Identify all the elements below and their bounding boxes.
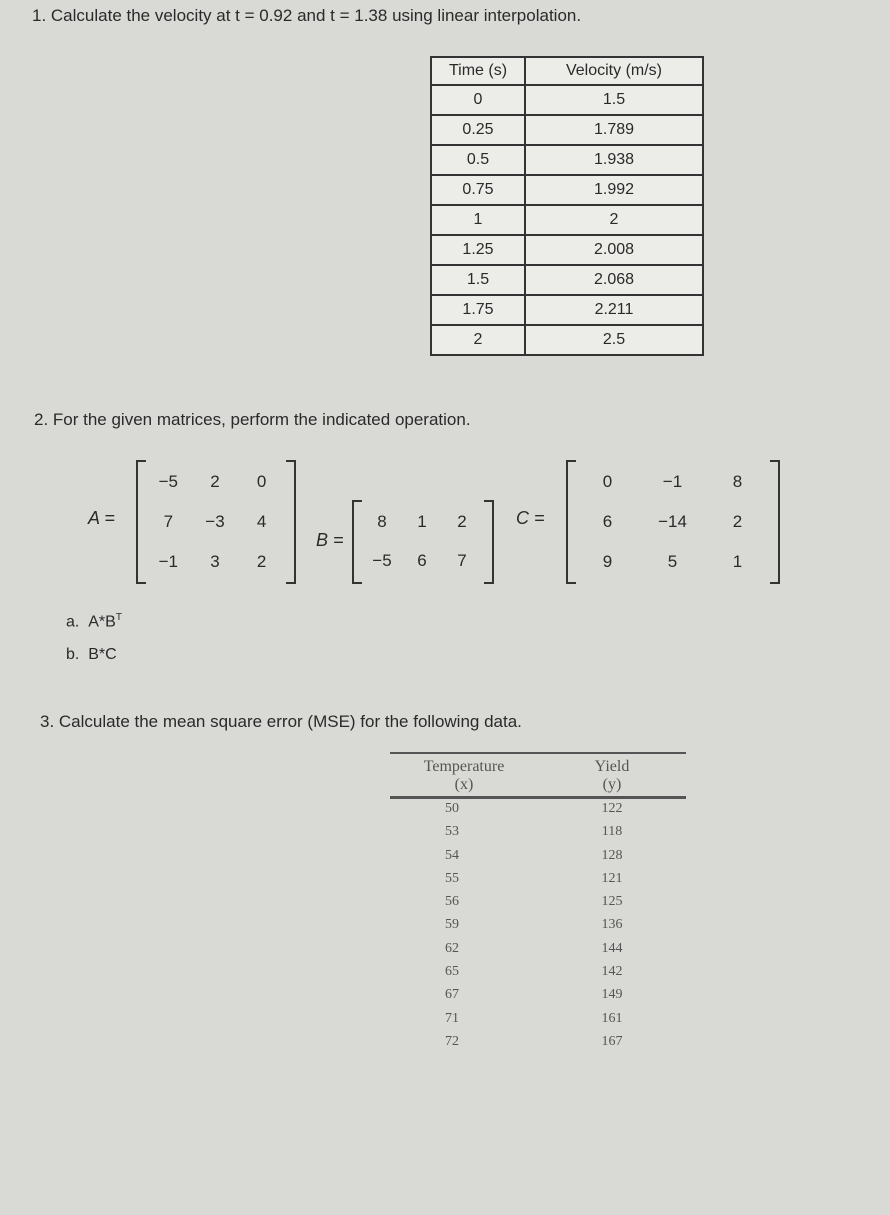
matrix-b [362, 502, 482, 580]
table-row [390, 1011, 686, 1034]
table-row [390, 894, 686, 917]
transpose-superscript: T [115, 612, 122, 623]
table-row [431, 325, 703, 355]
time-cell: 0 [431, 85, 525, 115]
matrix-cell: 0 [602, 472, 613, 491]
matrix-cell: 3 [210, 552, 220, 571]
time-cell: 1 [431, 205, 525, 235]
velocity-cell: 1.789 [525, 115, 703, 145]
subpart-b-expression: B*C [88, 646, 117, 663]
table-row [431, 145, 703, 175]
table-row [390, 941, 686, 964]
matrix-b-right-bracket [484, 500, 494, 584]
velocity-cell: 2.068 [525, 265, 703, 295]
matrix-a-label: A = [88, 508, 115, 528]
table-row [390, 848, 686, 871]
yield-cell: 136 [601, 917, 623, 933]
matrix-cell: 5 [667, 552, 678, 571]
matrix-cell: 7 [163, 512, 174, 531]
matrix-cell: 0 [256, 472, 267, 491]
time-cell: 1.75 [431, 295, 525, 325]
matrix-cell: 1 [417, 511, 427, 531]
velocity-table [430, 56, 704, 356]
velocity-cell: 2.211 [525, 295, 703, 325]
table-row [431, 295, 703, 325]
matrix-b-left-bracket [352, 500, 362, 584]
matrix-cell: −1 [158, 552, 179, 571]
matrix-cell: −5 [372, 550, 392, 570]
time-cell: 2 [431, 325, 525, 355]
matrix-b-label: B = [316, 530, 344, 550]
table-row [390, 871, 686, 894]
table-header-row [390, 754, 686, 799]
temperature-cell: 56 [445, 894, 459, 910]
yield-header-unit: (y) [602, 776, 622, 793]
table-row [390, 1034, 686, 1057]
yield-cell: 122 [601, 801, 623, 816]
velocity-column-header: Velocity (m/s) [525, 57, 703, 85]
temperature-cell: 59 [445, 917, 459, 933]
matrix-cell: −1 [662, 472, 683, 491]
yield-header-label: Yield [594, 758, 630, 775]
velocity-cell: 1.992 [525, 175, 703, 205]
table-row [431, 85, 703, 115]
yield-cell: 142 [601, 964, 623, 980]
time-cell: 1.25 [431, 235, 525, 265]
matrix-cell: −14 [658, 512, 687, 531]
time-cell: 1.5 [431, 265, 525, 295]
yield-cell: 167 [601, 1033, 623, 1049]
velocity-cell: 1.938 [525, 145, 703, 175]
velocity-cell: 2 [525, 205, 703, 235]
question-2-text: 2. For the given matrices, perform the indicated operation. [34, 410, 471, 429]
yield-cell: 149 [601, 987, 623, 1003]
matrix-cell: 2 [210, 472, 220, 491]
table-row [431, 235, 703, 265]
matrix-a [145, 462, 285, 582]
matrix-c-right-bracket [770, 460, 780, 584]
matrix-a-right-bracket [286, 460, 296, 584]
matrix-cell: 9 [602, 552, 613, 571]
time-cell: 0.5 [431, 145, 525, 175]
question-3-text: 3. Calculate the mean square error (MSE) for the following data. [40, 712, 522, 731]
table-row [390, 824, 686, 847]
temperature-cell: 67 [445, 987, 459, 1003]
subpart-b [66, 646, 117, 664]
time-cell: 0.25 [431, 115, 525, 145]
temperature-cell: 65 [445, 964, 459, 980]
temperature-cell: 54 [445, 847, 459, 863]
table-row [431, 205, 703, 235]
temperature-cell: 55 [445, 870, 459, 886]
table-header-row [431, 57, 703, 85]
velocity-cell: 1.5 [525, 85, 703, 115]
table-row [390, 801, 686, 824]
yield-cell: 118 [601, 824, 623, 840]
velocity-cell: 2.5 [525, 325, 703, 355]
table-row [390, 917, 686, 940]
temperature-cell: 71 [445, 1010, 459, 1026]
matrix-c-label: C = [516, 508, 545, 528]
yield-cell: 128 [601, 847, 623, 863]
table-row [431, 115, 703, 145]
temperature-cell: 62 [445, 940, 459, 956]
yield-cell: 144 [601, 940, 623, 956]
yield-column-header [538, 758, 686, 794]
table-row [431, 265, 703, 295]
matrix-cell: 7 [457, 550, 467, 570]
matrix-cell: 8 [732, 472, 743, 491]
matrix-cell: 6 [602, 512, 613, 531]
temperature-column-header [390, 758, 538, 794]
yield-cell: 161 [601, 1010, 623, 1026]
temperature-yield-table [390, 752, 686, 1057]
matrix-c [575, 462, 770, 582]
subpart-a [66, 612, 122, 631]
table-row [390, 964, 686, 987]
subpart-b-label: b. [66, 646, 80, 663]
matrix-cell: 1 [732, 552, 743, 571]
question-1-text: 1. Calculate the velocity at t = 0.92 and t = 1.38 using linear interpolation. [32, 6, 582, 25]
time-column-header: Time (s) [431, 57, 525, 85]
matrix-cell: −3 [205, 512, 225, 531]
matrix-cell: 2 [256, 552, 267, 571]
velocity-cell: 2.008 [525, 235, 703, 265]
matrix-cell: −5 [158, 472, 179, 491]
temperature-cell: 72 [445, 1033, 459, 1049]
temperature-header-label: Temperature [423, 758, 505, 775]
time-cell: 0.75 [431, 175, 525, 205]
matrix-cell: 2 [457, 511, 467, 531]
temperature-header-unit: (x) [454, 776, 474, 793]
temperature-cell: 50 [445, 801, 459, 816]
matrix-cell: 4 [256, 512, 267, 531]
matrix-cell: 2 [732, 512, 743, 531]
temperature-cell: 53 [445, 824, 459, 840]
yield-cell: 125 [601, 894, 623, 910]
matrix-cell: 8 [377, 511, 387, 531]
yield-cell: 121 [601, 870, 623, 886]
matrix-cell: 6 [417, 550, 427, 570]
subpart-a-label: a. [66, 613, 80, 631]
table-row [390, 987, 686, 1010]
table-row [431, 175, 703, 205]
subpart-a-expression: A*B [88, 613, 116, 631]
